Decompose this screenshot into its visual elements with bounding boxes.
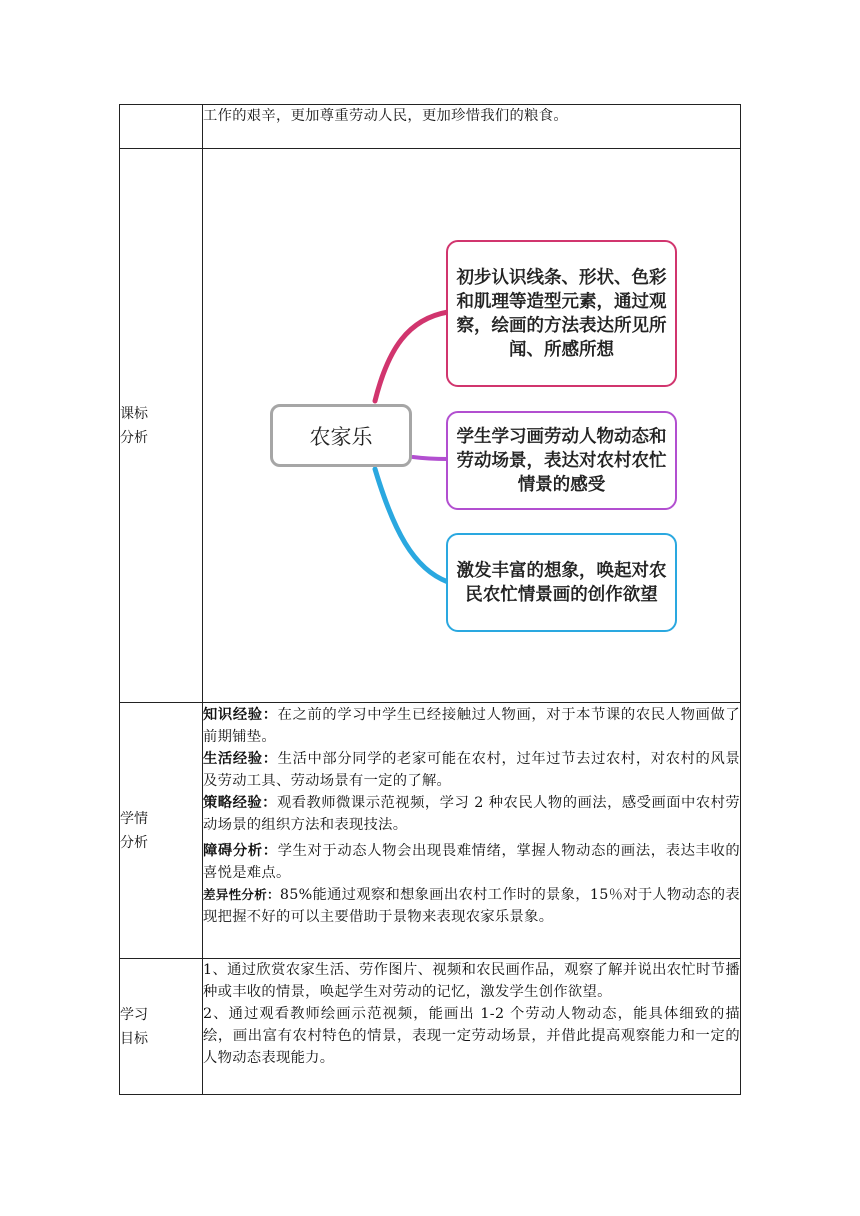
- row-label: [120, 959, 203, 1095]
- row-content: [203, 105, 741, 149]
- mindmap: [203, 149, 740, 702]
- row-content: [203, 959, 741, 1095]
- analysis-item: 差异性分析：85%能通过观察和想象画出农村工作时的景象，15％对于人物动态的表现把握不好的可以主要借助于景物来表现农家乐景象。: [203, 887, 740, 925]
- analysis-item: 策略经验：观看教师微课示范视频，学习 2 种农民人物的画法，感受画面中农村劳动场景的组织方法和表现技法。: [203, 795, 740, 833]
- analysis-item: 生活经验：生活中部分同学的老家可能在农村，过年过节去过农村，对农村的风景及劳动工具、劳动场景有一定的了解。: [203, 751, 741, 789]
- mindmap-branch-node: 激发丰富的想象，唤起对农民农忙情景画的创作欲望: [446, 533, 677, 632]
- analysis-item: 障碍分析：学生对于动态人物会出现畏难情绪，掌握人物动态的画法，表达丰收的喜悦是难点。: [203, 843, 741, 881]
- connector-blue: [375, 469, 448, 582]
- mindmap-branch-node: 初步认识线条、形状、色彩和肌理等造型元素，通过观察，绘画的方法表达所见所闻、所感所想: [446, 240, 677, 387]
- goal-item: 2、通过观看教师绘画示范视频，能画出 1-2 个劳动人物动态，能具体细致的描绘，画出富有农村特色的情景，表现一定劳动场景，并借此提高观察能力和一定的人物动态表现能力。: [203, 1006, 740, 1066]
- row-label: [120, 149, 203, 703]
- row-label: [120, 703, 203, 959]
- label-line: 分析: [120, 834, 148, 851]
- label-line: 课标: [120, 405, 148, 422]
- table-row: [120, 703, 741, 959]
- goal-item: 1、通过欣赏农家生活、劳作图片、视频和农民画作品，观察了解并说出农忙时节播种或丰收的情景，唤起学生对劳动的记忆，激发学生创作欲望。: [203, 962, 740, 1000]
- table-row: [120, 149, 741, 703]
- connector-pink: [375, 312, 448, 401]
- lesson-plan-table: [119, 104, 741, 1095]
- label-line: 学习: [120, 1006, 148, 1023]
- table-row: [120, 105, 741, 149]
- mindmap-branch-node: 学生学习画劳动人物动态和劳动场景，表达对农村农忙情景的感受: [446, 411, 677, 510]
- continued-text: 工作的艰辛，更加尊重劳动人民，更加珍惜我们的粮食。: [203, 108, 568, 124]
- label-line: 目标: [120, 1030, 148, 1047]
- mindmap-center-node: 农家乐: [270, 404, 412, 467]
- connector-purple: [413, 457, 448, 459]
- label-line: 分析: [120, 429, 148, 446]
- label-line: 学情: [120, 810, 148, 827]
- row-content: [203, 703, 741, 959]
- analysis-item: 知识经验：在之前的学习中学生已经接触过人物画，对于本节课的农民人物画做了前期铺垫。: [203, 707, 741, 745]
- table-row: [120, 959, 741, 1095]
- row-label: [120, 105, 203, 149]
- mindmap-cell: [203, 149, 741, 703]
